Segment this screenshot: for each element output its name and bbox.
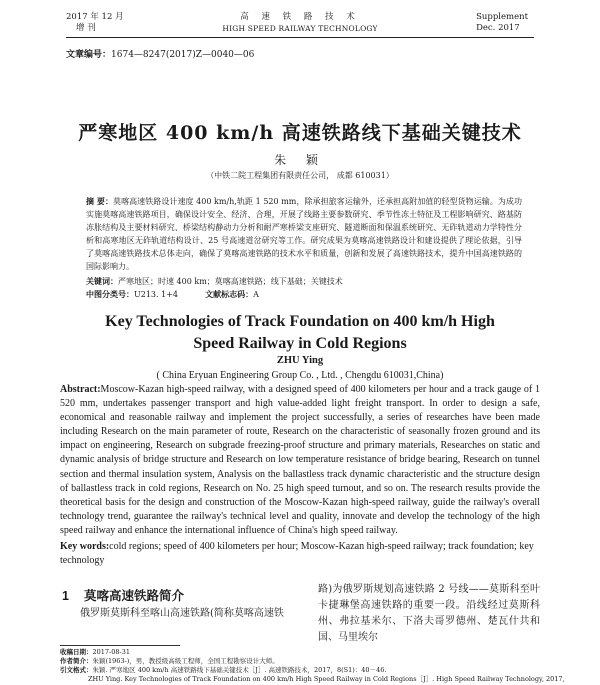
- english-keywords-label: Key words:: [60, 541, 110, 552]
- chinese-abstract-label: 摘 要：: [86, 196, 114, 206]
- issue-info-en: [476, 12, 528, 34]
- received-label: 收稿日期：: [60, 648, 93, 656]
- journal-name-cn: 高 速 铁 路 技 术: [240, 12, 360, 22]
- body-right-column: 路)为俄罗斯规划高速铁路 2 号线——莫斯科至叶卡捷琳堡高速铁路的重要一段。沿线经过莫斯科州、弗拉基米尔、下洛夫哥罗德州、楚瓦什共和国、马里埃尔: [318, 584, 540, 643]
- english-affiliation: ( China Eryuan Engineering Group Co. , Ltd. , Chengdu 610031,China): [156, 370, 444, 381]
- doc-code-label: 文献标志码：: [205, 289, 254, 299]
- clc-value: U213. 1+4: [134, 290, 178, 299]
- issue-supplement: 增 刊: [76, 23, 96, 33]
- chinese-keywords: [86, 275, 522, 288]
- journal-name: [160, 12, 440, 34]
- section-heading: [62, 586, 184, 604]
- classification-line: [86, 288, 522, 301]
- citation-cn: 朱颖. 严寒地区 400 km/h 高速铁路线下基础关键技术［J］. 高速铁路技术，2017，8(S1)：40－46.: [92, 666, 387, 674]
- issue-date: 2017 年 12 月: [66, 12, 124, 22]
- chinese-author: 朱 颖: [274, 153, 326, 167]
- article-number-value: 1674—8247(2017)Z—0040—06: [111, 50, 255, 60]
- issue-date-en: Dec. 2017: [476, 23, 520, 33]
- chinese-title: 严寒地区 400 km/h 高速铁路线下基础关键技术: [78, 122, 522, 144]
- header-rule: [66, 37, 534, 38]
- chinese-keywords-label: 关键词：: [86, 276, 118, 286]
- article-number-label: 文章编号：: [66, 50, 112, 60]
- clc-label: 中图分类号：: [86, 289, 134, 299]
- supplement-label: Supplement: [476, 12, 528, 22]
- author-bio-label: 作者简介：: [60, 657, 93, 665]
- section-title: 莫喀高速铁路简介: [84, 588, 185, 603]
- section-number: 1: [62, 589, 69, 603]
- english-abstract: [60, 383, 540, 538]
- citation-label: 引文格式：: [60, 666, 93, 674]
- chinese-affiliation: （中铁二院工程集团有限责任公司， 成都 610031）: [206, 171, 394, 180]
- footnote-rule: [60, 645, 180, 646]
- english-title-line2: Speed Railway in Cold Regions: [193, 335, 407, 352]
- english-author: ZHU Ying: [276, 355, 324, 366]
- article-number: [66, 47, 254, 60]
- footnote-citation-en: ZHU Ying. Key Technologies of Track Foundation on 400 km/h High Speed Railway in Cold Regions［J］. High Speed Railway Technology, 2017,: [88, 675, 565, 683]
- english-abstract-text: Moscow-Kazan high-speed railway, with a designed speed of 400 kilometers per hour and a track gauge of 1 520 mm, undertakes passenger transport and high value-added light freight transport. In order to design a safe, economical and reasonable railway and implement the project successfully, a series of researches have been made including Research on the main parameter of route, Research on the characteristic of seasonally frozen ground and its impact on engineering, Research on subgrade freezing-proof structure and primary materials, Researches on static and dynamic analysis of bridge structure and Research on low temperature resistance of bridge bearing, Research on tunnel section and thermal insulation system, Analysis on the ballastless track dynamic characteristic and the structure design of ballastless track in cold regions, Research on No. 25 high speed turnout, and so on. The research results provide the theoretical basis for the design and construction of the Moscow-Kazan high-speed railway, guide the railway's overall technology trend, guarantee the railway's technical level and quality, innovate and develop the technology of the high speed railway and enhance the international influence of China's high speed railway.: [60, 384, 540, 536]
- english-title: [0, 311, 600, 355]
- journal-name-en: HIGH SPEED RAILWAY TECHNOLOGY: [222, 24, 378, 33]
- english-keywords-text: cold regions; speed of 400 kilometers per hour; Moscow-Kazan high-speed railway; track foundation; key technology: [60, 541, 534, 567]
- english-keywords: [60, 540, 540, 568]
- english-title-line1: Key Technologies of Track Foundation on 400 km/h High: [105, 313, 495, 330]
- chinese-abstract-text: 莫喀高速铁路设计速度 400 km/h,轨距 1 520 mm，除承担旅客运输外，还承担高附加值的轻型货物运输。为成功实施莫喀高速铁路项目，确保设计安全、经济、合理，开展了线路主要参数研究、季节性冻土特征及工程影响研究、路基防冻胀结构及主要材料研究、桥梁结构静动力分析和耐严寒桥梁支座研究、隧道断面和保温系统研究、无砟轨道动力学特性分析和高寒地区无砟轨道结构设计、25 号高速道岔研究等工作。研究成果为莫喀高速铁路设计和建设提供了理论依据，引导了莫喀高速铁路技术总体走向，确保了莫喀高速铁路的技术水平和质量，创新和发展了高速铁路技术，提升中国高速铁路的国际影响力。: [86, 197, 522, 271]
- author-bio-value: 朱颖(1963-)，男，教授级高级工程师，全国工程勘察设计大师。: [92, 657, 279, 665]
- issue-info: [66, 12, 124, 34]
- chinese-abstract: [86, 195, 522, 273]
- english-abstract-label: Abstract:: [60, 384, 101, 395]
- chinese-keywords-text: 严寒地区；时速 400 km；莫喀高速铁路；线下基础；关键技术: [118, 277, 343, 286]
- received-value: 2017-08-31: [92, 648, 130, 656]
- body-left-column: 俄罗斯莫斯科至喀山高速铁路(简称莫喀高速铁: [80, 608, 284, 619]
- doc-code-value: A: [253, 290, 259, 299]
